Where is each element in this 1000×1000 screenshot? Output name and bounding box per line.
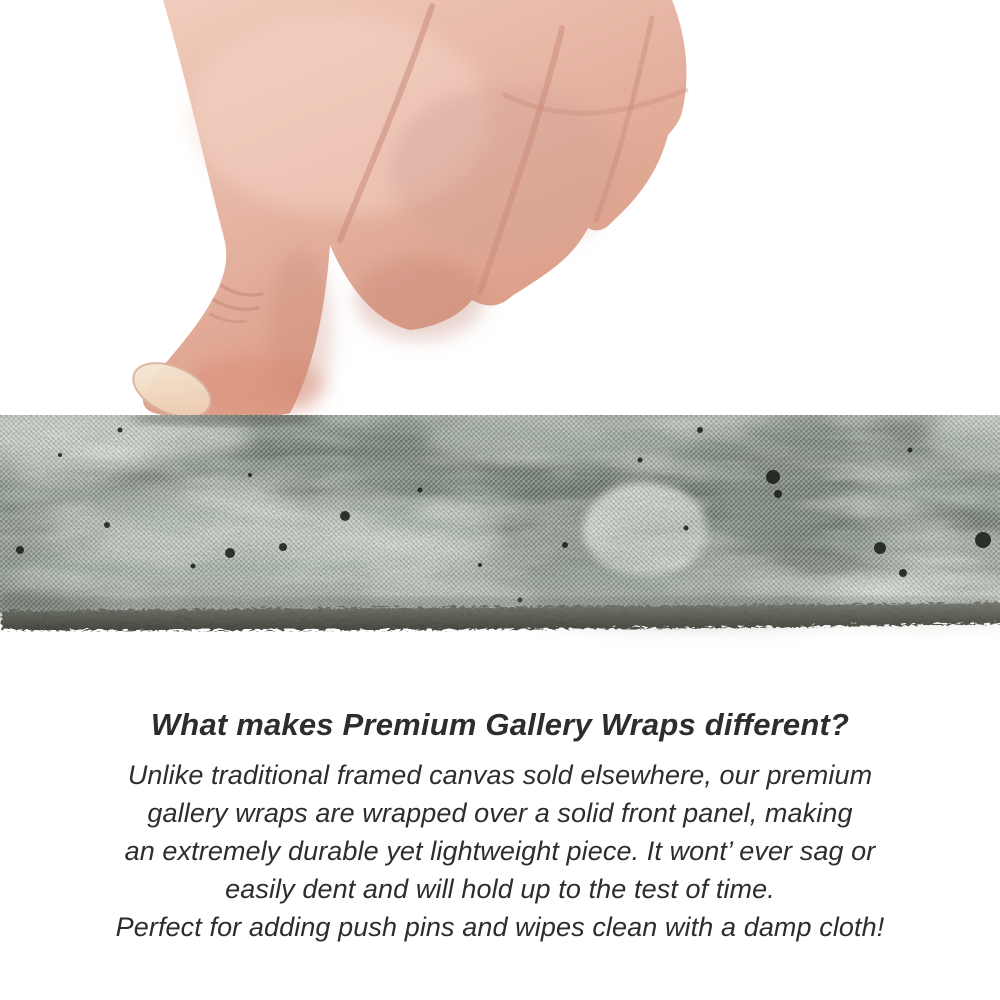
canvas-edge-strip: [0, 415, 1000, 650]
headline: What makes Premium Gallery Wraps different?: [150, 707, 850, 742]
body-line-3: an extremely durable yet lightweight piece. It wont’ ever sag or: [124, 836, 876, 866]
body-line-5: Perfect for adding push pins and wipes clean with a damp cloth!: [115, 912, 885, 942]
knuckle-shadow: [355, 256, 485, 340]
copy-block: [0, 704, 1000, 946]
body-line-1: Unlike traditional framed canvas sold elsewhere, our premium: [127, 760, 873, 790]
body-line-2: gallery wraps are wrapped over a solid front panel, making: [147, 798, 853, 828]
hand-pressing-photo: [0, 0, 700, 420]
body-line-4: easily dent and will hold up to the test of time.: [225, 874, 775, 904]
hand-mottle: [390, 85, 620, 255]
canvas-weave: [0, 415, 1000, 613]
